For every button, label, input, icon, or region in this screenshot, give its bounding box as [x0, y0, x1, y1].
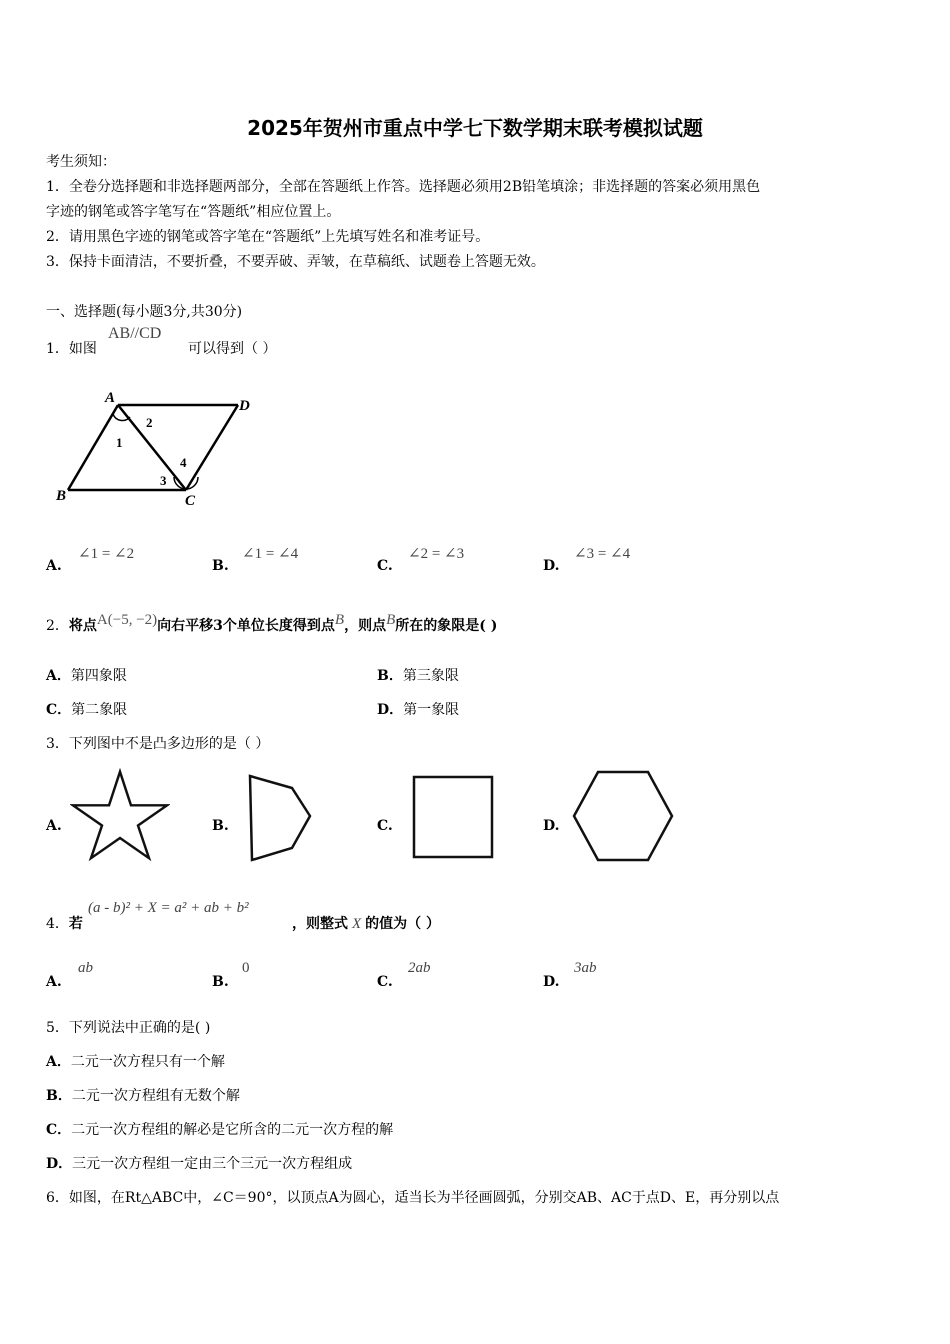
q5-option-b: B．二元一次方程组有无数个解: [46, 1088, 240, 1104]
q2-stem: [46, 612, 498, 636]
q5-option-d: D．三元一次方程组一定由三个三元一次方程组成: [46, 1156, 353, 1172]
q4-var: X: [352, 916, 362, 932]
q2-post: 所在的象限是( ): [395, 618, 498, 634]
q2-option-d: D．第一象限: [377, 702, 460, 718]
q2-point-a: A(−5, −2): [96, 612, 158, 628]
notice-line-2: 字迹的钢笔或答字笔写在“答题纸”相应位置上。: [46, 204, 341, 220]
q3-hexagon-shape: [568, 768, 678, 864]
q3-option-b-label: B.: [212, 818, 229, 834]
q4-number: 4．: [46, 916, 69, 932]
fig-angle-3: 3: [160, 473, 167, 488]
fig-label-A: A: [105, 390, 116, 406]
fig-label-C: C: [185, 493, 196, 509]
fig-angle-2: 2: [146, 415, 153, 430]
q4-post: ，则整式 X 的值为（ ）: [292, 916, 441, 932]
q2-number: 2．: [46, 618, 69, 634]
q3-stem: [46, 734, 269, 754]
fig-angle-4: 4: [180, 455, 187, 470]
q1-pre: 如图: [68, 341, 97, 357]
q4-option-d: 3ab: [574, 960, 597, 976]
q5-option-a: A．二元一次方程只有一个解: [46, 1054, 225, 1070]
q4-option-d-label: D.: [543, 974, 560, 990]
q4-stem: [46, 914, 83, 934]
q1-number: 1．: [46, 341, 69, 357]
fig-label-B: B: [56, 488, 67, 504]
fig-angle-1: 1: [116, 435, 123, 450]
q2-option-b: B．第三象限: [377, 668, 459, 684]
q3-star-shape: [70, 768, 170, 864]
page-title: 2025年贺州市重点中学七下数学期末联考模拟试题: [247, 116, 703, 140]
q3-option-d-label: D.: [543, 818, 560, 834]
q1-option-a: ∠1 = ∠2: [78, 546, 135, 562]
q2-mid2: ，则点: [344, 618, 387, 634]
q3-pentagon-shape: [244, 772, 314, 864]
q4-option-c-label: C.: [377, 974, 393, 990]
q1-stem: [46, 339, 97, 359]
q3-option-a-label: A.: [46, 818, 62, 834]
q2-option-c: C．第二象限: [46, 702, 128, 718]
notice-line-4: 3．保持卡面清洁，不要折叠，不要弄破、弄皱，在草稿纸、试题卷上答题无效。: [46, 254, 545, 270]
q5-number: 5．: [46, 1020, 69, 1036]
q1-option-c: ∠2 = ∠3: [408, 546, 465, 562]
q1-option-d: ∠3 = ∠4: [574, 546, 631, 562]
q4-pre: 若: [68, 916, 83, 932]
q4-option-c: 2ab: [408, 960, 431, 976]
q2-option-a: A．第四象限: [46, 668, 127, 684]
q4-option-a: ab: [78, 960, 93, 976]
q1-math: AB//CD: [108, 325, 162, 342]
q4-option-b-label: B.: [212, 974, 229, 990]
q1-option-b-label: B.: [212, 558, 229, 574]
q5-stem: [46, 1018, 210, 1038]
notice-heading: 考生须知：: [46, 154, 116, 170]
notice-line-1: 1．全卷分选择题和非选择题两部分，全部在答题纸上作答。选择题必须用2B铅笔填涂；非选择题的答案必须用黑色: [46, 179, 761, 195]
q4-formula: (a - b)² + X = a² + ab + b²: [88, 900, 249, 916]
q5-option-c: C．二元一次方程组的解必是它所含的二元一次方程的解: [46, 1122, 394, 1138]
q4-option-a-label: A.: [46, 974, 62, 990]
q3-number: 3．: [46, 736, 69, 752]
section-heading: 一、选择题(每小题3分,共30分): [46, 304, 243, 320]
q3-text: 下列图中不是凸多边形的是（ ）: [68, 736, 270, 752]
q1-option-a-label: A.: [46, 558, 62, 574]
q6-text: 如图，在Rt△ABC中，∠C＝90°，以顶点A为圆心，适当长为半径画圆弧，分别交AB、AC于点D、E，再分别以点: [68, 1190, 780, 1206]
q6-stem: [46, 1188, 779, 1208]
q2-point-b-2: B: [386, 612, 396, 628]
q6-number: 6．: [46, 1190, 69, 1206]
fig-label-D: D: [239, 398, 250, 414]
q3-square-shape: [410, 774, 496, 860]
q5-text: 下列说法中正确的是( ): [68, 1020, 211, 1036]
q3-option-c-label: C.: [377, 818, 393, 834]
q4-option-b: 0: [242, 960, 250, 976]
q2-point-b: B: [334, 612, 345, 628]
q1-option-b: ∠1 = ∠4: [242, 546, 299, 562]
q1-post: 可以得到（ ）: [188, 341, 277, 357]
notice-line-3: 2．请用黑色字迹的钢笔或答字笔在“答题纸”上先填写姓名和准考证号。: [46, 229, 490, 245]
q1-option-d-label: D.: [543, 558, 560, 574]
q1-option-c-label: C.: [377, 558, 393, 574]
q2-mid: 向右平移3个单位长度得到点: [157, 618, 335, 634]
q1-parallelogram-figure: [50, 385, 260, 510]
q2-pre: 将点: [68, 618, 97, 634]
